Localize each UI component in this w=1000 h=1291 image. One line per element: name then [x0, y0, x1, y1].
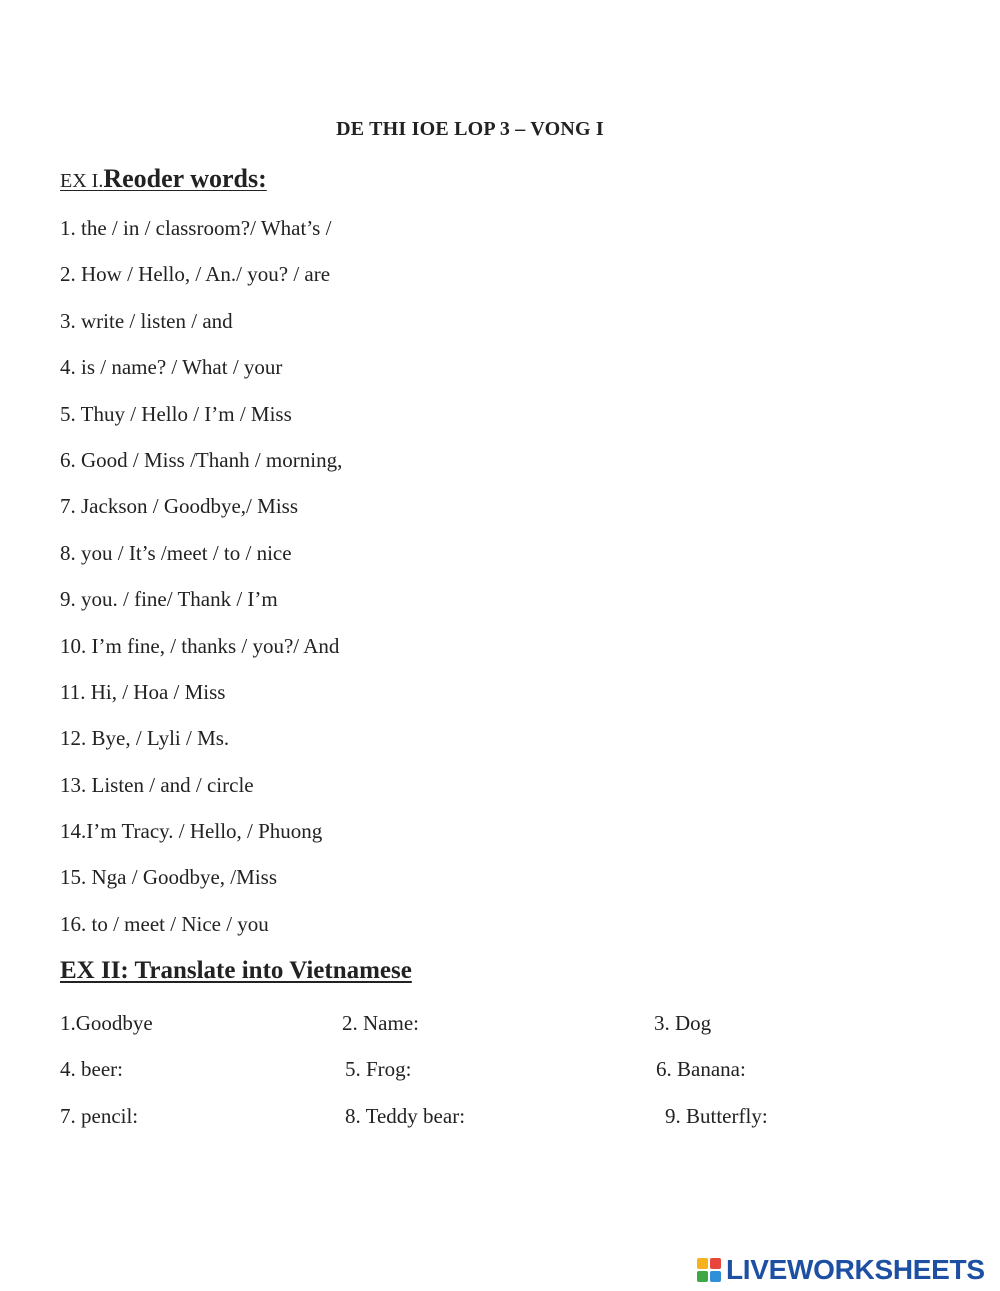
vocab-item-name: 2. Name: — [342, 1011, 419, 1035]
reorder-item-10: 10. I’m fine, / thanks / you?/ And — [60, 633, 340, 658]
page-title: DE THI IOE LOP 3 – VONG I — [336, 118, 604, 140]
liveworksheets-logo[interactable] — [697, 1255, 985, 1285]
vocab-item-butterfly: 9. Butterfly: — [665, 1104, 768, 1128]
reorder-item-12: 12. Bye, / Lyli / Ms. — [60, 726, 230, 751]
logo-square-red — [710, 1258, 721, 1269]
reorder-item-13: 13. Listen / and / circle — [60, 772, 254, 797]
logo-square-yellow — [697, 1258, 708, 1269]
exercise-1-heading — [60, 164, 267, 194]
reorder-item-6: 6. Good / Miss /Thanh / morning, — [60, 447, 343, 472]
liveworksheets-logo-icon — [697, 1258, 721, 1282]
reorder-item-11: 11. Hi, / Hoa / Miss — [60, 679, 226, 704]
vocab-item-banana: 6. Banana: — [656, 1057, 746, 1081]
vocab-item-beer: 4. beer: — [60, 1057, 123, 1081]
reorder-item-9: 9. you. / fine/ Thank / I’m — [60, 587, 278, 612]
vocab-item-pencil: 7. pencil: — [60, 1104, 139, 1128]
reorder-item-2: 2. How / Hello, / An./ you? / are — [60, 262, 331, 287]
reorder-item-5: 5. Thuy / Hello / I’m / Miss — [60, 401, 292, 426]
exercise-1-prefix: EX I. — [60, 170, 104, 192]
reorder-item-3: 3. write / listen / and — [60, 308, 233, 333]
exercise-2-heading: EX II: Translate into Vietnamese — [60, 957, 412, 984]
vocab-item-goodbye: 1.Goodbye — [60, 1011, 153, 1035]
reorder-item-8: 8. you / It’s /meet / to / nice — [60, 540, 292, 565]
logo-text: LIVEWORKSHEETS — [726, 1254, 985, 1285]
reorder-item-16: 16. to / meet / Nice / you — [60, 911, 269, 936]
reorder-item-14: 14.I’m Tracy. / Hello, / Phuong — [60, 819, 323, 844]
reorder-item-1: 1. the / in / classroom?/ What’s / — [60, 216, 332, 240]
reorder-item-15: 15. Nga / Goodbye, /Miss — [60, 865, 277, 890]
reorder-item-4: 4. is / name? / What / your — [60, 355, 283, 380]
vocab-item-frog: 5. Frog: — [345, 1057, 412, 1081]
vocab-item-dog: 3. Dog — [654, 1011, 712, 1035]
logo-square-green — [697, 1271, 708, 1282]
vocab-item-teddy-bear: 8. Teddy bear: — [345, 1104, 466, 1128]
reorder-item-7: 7. Jackson / Goodbye,/ Miss — [60, 494, 298, 519]
reorder-words-list — [60, 213, 342, 955]
logo-square-blue — [710, 1271, 721, 1282]
exercise-1-title: Reoder words: — [103, 164, 267, 193]
